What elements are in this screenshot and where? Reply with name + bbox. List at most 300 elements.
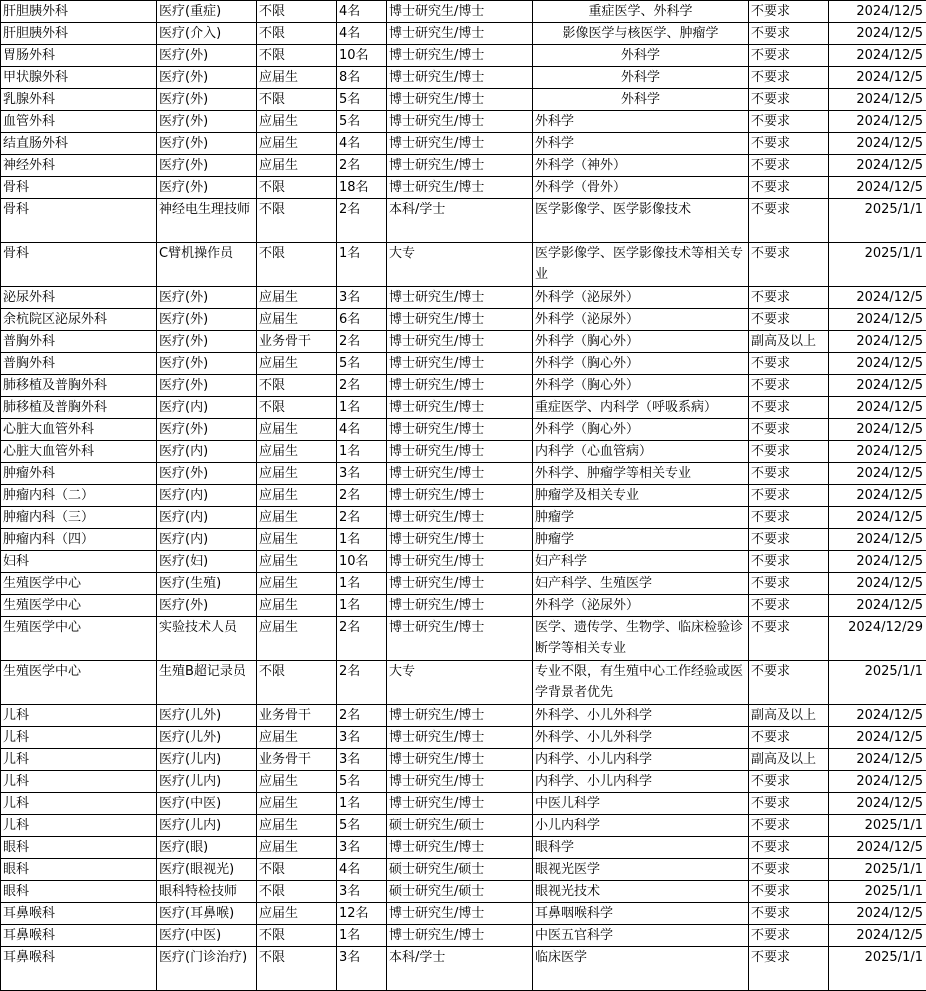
deadline-cell: 2024/12/5 — [829, 793, 926, 815]
table-row — [1, 353, 926, 375]
department-cell: 结直肠外科 — [1, 133, 157, 155]
degree-cell: 博士研究生/博士 — [387, 529, 533, 551]
title-requirement-cell: 不要求 — [749, 551, 829, 573]
title-requirement-cell: 不要求 — [749, 947, 829, 991]
deadline-cell: 2024/12/5 — [829, 727, 926, 749]
deadline-cell: 2024/12/29 — [829, 617, 926, 661]
degree-cell: 博士研究生/博士 — [387, 397, 533, 419]
headcount-cell: 5名 — [337, 353, 387, 375]
headcount-cell: 5名 — [337, 815, 387, 837]
deadline-cell: 2024/12/5 — [829, 89, 926, 111]
title-requirement-cell: 不要求 — [749, 771, 829, 793]
post-cell: 医疗(外) — [157, 353, 257, 375]
table-row — [1, 397, 926, 419]
degree-cell: 博士研究生/博士 — [387, 441, 533, 463]
title-requirement-cell: 不要求 — [749, 903, 829, 925]
headcount-cell: 2名 — [337, 617, 387, 661]
post-cell: 医疗(内) — [157, 397, 257, 419]
table-row — [1, 463, 926, 485]
major-cell: 外科学（骨外） — [533, 177, 749, 199]
major-cell: 妇产科学 — [533, 551, 749, 573]
degree-cell: 博士研究生/博士 — [387, 419, 533, 441]
major-cell: 内科学（心血管病） — [533, 441, 749, 463]
department-cell: 肿瘤内科（二） — [1, 485, 157, 507]
title-requirement-cell: 副高及以上 — [749, 749, 829, 771]
degree-cell: 博士研究生/博士 — [387, 551, 533, 573]
headcount-cell: 8名 — [337, 67, 387, 89]
major-cell: 肿瘤学 — [533, 529, 749, 551]
headcount-cell: 2名 — [337, 705, 387, 727]
department-cell: 生殖医学中心 — [1, 573, 157, 595]
deadline-cell: 2024/12/5 — [829, 837, 926, 859]
department-cell: 耳鼻喉科 — [1, 925, 157, 947]
department-cell: 生殖医学中心 — [1, 595, 157, 617]
headcount-cell: 12名 — [337, 903, 387, 925]
major-cell: 外科学、肿瘤学等相关专业 — [533, 463, 749, 485]
identity-cell: 应届生 — [257, 771, 337, 793]
post-cell: 医疗(内) — [157, 441, 257, 463]
identity-cell: 应届生 — [257, 441, 337, 463]
headcount-cell: 6名 — [337, 309, 387, 331]
degree-cell: 博士研究生/博士 — [387, 771, 533, 793]
degree-cell: 硕士研究生/硕士 — [387, 815, 533, 837]
department-cell: 儿科 — [1, 771, 157, 793]
title-requirement-cell: 不要求 — [749, 353, 829, 375]
headcount-cell: 2名 — [337, 331, 387, 353]
degree-cell: 博士研究生/博士 — [387, 507, 533, 529]
degree-cell: 博士研究生/博士 — [387, 837, 533, 859]
title-requirement-cell: 不要求 — [749, 815, 829, 837]
department-cell: 儿科 — [1, 727, 157, 749]
identity-cell: 应届生 — [257, 551, 337, 573]
identity-cell: 应届生 — [257, 419, 337, 441]
identity-cell: 应届生 — [257, 463, 337, 485]
identity-cell: 应届生 — [257, 793, 337, 815]
deadline-cell: 2024/12/5 — [829, 551, 926, 573]
degree-cell: 硕士研究生/硕士 — [387, 859, 533, 881]
headcount-cell: 1名 — [337, 793, 387, 815]
deadline-cell: 2024/12/5 — [829, 67, 926, 89]
department-cell: 耳鼻喉科 — [1, 947, 157, 991]
post-cell: 医疗(外) — [157, 155, 257, 177]
degree-cell: 博士研究生/博士 — [387, 177, 533, 199]
major-cell: 临床医学 — [533, 947, 749, 991]
department-cell: 心脏大血管外科 — [1, 441, 157, 463]
identity-cell: 不限 — [257, 45, 337, 67]
department-cell: 儿科 — [1, 705, 157, 727]
table-row — [1, 177, 926, 199]
headcount-cell: 4名 — [337, 1, 387, 23]
major-cell: 外科学（泌尿外） — [533, 287, 749, 309]
department-cell: 儿科 — [1, 793, 157, 815]
title-requirement-cell: 不要求 — [749, 133, 829, 155]
table-row — [1, 155, 926, 177]
degree-cell: 博士研究生/博士 — [387, 749, 533, 771]
identity-cell: 应届生 — [257, 727, 337, 749]
department-cell: 耳鼻喉科 — [1, 903, 157, 925]
deadline-cell: 2024/12/5 — [829, 529, 926, 551]
table-row — [1, 309, 926, 331]
headcount-cell: 4名 — [337, 133, 387, 155]
headcount-cell: 1名 — [337, 441, 387, 463]
deadline-cell: 2025/1/1 — [829, 947, 926, 991]
post-cell: 医疗(外) — [157, 133, 257, 155]
identity-cell: 不限 — [257, 375, 337, 397]
degree-cell: 博士研究生/博士 — [387, 463, 533, 485]
major-cell: 外科学（胸心外） — [533, 331, 749, 353]
identity-cell: 业务骨干 — [257, 705, 337, 727]
identity-cell: 不限 — [257, 925, 337, 947]
identity-cell: 应届生 — [257, 529, 337, 551]
department-cell: 泌尿外科 — [1, 287, 157, 309]
post-cell: 医疗(外) — [157, 89, 257, 111]
post-cell: 医疗(内) — [157, 529, 257, 551]
deadline-cell: 2024/12/5 — [829, 397, 926, 419]
department-cell: 神经外科 — [1, 155, 157, 177]
identity-cell: 不限 — [257, 23, 337, 45]
table-body — [1, 1, 926, 991]
department-cell: 肿瘤内科（三） — [1, 507, 157, 529]
degree-cell: 博士研究生/博士 — [387, 1, 533, 23]
identity-cell: 不限 — [257, 243, 337, 287]
identity-cell: 不限 — [257, 881, 337, 903]
department-cell: 肿瘤内科（四） — [1, 529, 157, 551]
degree-cell: 博士研究生/博士 — [387, 331, 533, 353]
headcount-cell: 5名 — [337, 111, 387, 133]
identity-cell: 应届生 — [257, 287, 337, 309]
post-cell: 医疗(外) — [157, 177, 257, 199]
headcount-cell: 10名 — [337, 45, 387, 67]
major-cell: 外科学（胸心外） — [533, 353, 749, 375]
deadline-cell: 2024/12/5 — [829, 353, 926, 375]
degree-cell: 博士研究生/博士 — [387, 155, 533, 177]
post-cell: 医疗(外) — [157, 331, 257, 353]
degree-cell: 博士研究生/博士 — [387, 617, 533, 661]
post-cell: 医疗(外) — [157, 463, 257, 485]
title-requirement-cell: 不要求 — [749, 573, 829, 595]
identity-cell: 应届生 — [257, 507, 337, 529]
identity-cell: 应届生 — [257, 67, 337, 89]
major-cell: 肿瘤学 — [533, 507, 749, 529]
major-cell: 重症医学、内科学（呼吸系病） — [533, 397, 749, 419]
title-requirement-cell: 不要求 — [749, 23, 829, 45]
post-cell: 医疗(外) — [157, 309, 257, 331]
deadline-cell: 2024/12/5 — [829, 749, 926, 771]
headcount-cell: 2名 — [337, 375, 387, 397]
identity-cell: 不限 — [257, 89, 337, 111]
title-requirement-cell: 不要求 — [749, 287, 829, 309]
department-cell: 肺移植及普胸外科 — [1, 397, 157, 419]
degree-cell: 博士研究生/博士 — [387, 309, 533, 331]
post-cell: 医疗(内) — [157, 507, 257, 529]
table-row — [1, 749, 926, 771]
major-cell: 内科学、小儿内科学 — [533, 749, 749, 771]
deadline-cell: 2024/12/5 — [829, 331, 926, 353]
headcount-cell: 18名 — [337, 177, 387, 199]
degree-cell: 博士研究生/博士 — [387, 727, 533, 749]
deadline-cell: 2025/1/1 — [829, 859, 926, 881]
post-cell: 医疗(儿内) — [157, 815, 257, 837]
headcount-cell: 2名 — [337, 485, 387, 507]
headcount-cell: 2名 — [337, 507, 387, 529]
post-cell: 医疗(外) — [157, 67, 257, 89]
title-requirement-cell: 不要求 — [749, 419, 829, 441]
deadline-cell: 2024/12/5 — [829, 903, 926, 925]
department-cell: 余杭院区泌尿外科 — [1, 309, 157, 331]
title-requirement-cell: 不要求 — [749, 837, 829, 859]
identity-cell: 应届生 — [257, 155, 337, 177]
degree-cell: 博士研究生/博士 — [387, 573, 533, 595]
degree-cell: 博士研究生/博士 — [387, 45, 533, 67]
degree-cell: 博士研究生/博士 — [387, 133, 533, 155]
degree-cell: 博士研究生/博士 — [387, 89, 533, 111]
identity-cell: 应届生 — [257, 133, 337, 155]
table-row — [1, 287, 926, 309]
deadline-cell: 2024/12/5 — [829, 111, 926, 133]
table-row — [1, 45, 926, 67]
degree-cell: 博士研究生/博士 — [387, 353, 533, 375]
degree-cell: 博士研究生/博士 — [387, 375, 533, 397]
post-cell: 医疗(眼视光) — [157, 859, 257, 881]
identity-cell: 业务骨干 — [257, 331, 337, 353]
major-cell: 眼视光医学 — [533, 859, 749, 881]
department-cell: 乳腺外科 — [1, 89, 157, 111]
department-cell: 儿科 — [1, 815, 157, 837]
deadline-cell: 2024/12/5 — [829, 419, 926, 441]
post-cell: 医疗(介入) — [157, 23, 257, 45]
title-requirement-cell: 不要求 — [749, 67, 829, 89]
headcount-cell: 1名 — [337, 243, 387, 287]
department-cell: 甲状腺外科 — [1, 67, 157, 89]
headcount-cell: 3名 — [337, 463, 387, 485]
post-cell: 医疗(外) — [157, 111, 257, 133]
title-requirement-cell: 不要求 — [749, 243, 829, 287]
major-cell: 眼视光技术 — [533, 881, 749, 903]
title-requirement-cell: 不要求 — [749, 617, 829, 661]
title-requirement-cell: 不要求 — [749, 45, 829, 67]
degree-cell: 博士研究生/博士 — [387, 903, 533, 925]
headcount-cell: 3名 — [337, 749, 387, 771]
department-cell: 肝胆胰外科 — [1, 23, 157, 45]
title-requirement-cell: 不要求 — [749, 485, 829, 507]
title-requirement-cell: 不要求 — [749, 375, 829, 397]
deadline-cell: 2024/12/5 — [829, 463, 926, 485]
title-requirement-cell: 副高及以上 — [749, 331, 829, 353]
degree-cell: 博士研究生/博士 — [387, 793, 533, 815]
post-cell: 医疗(眼) — [157, 837, 257, 859]
table-row — [1, 595, 926, 617]
major-cell: 外科学（神外） — [533, 155, 749, 177]
post-cell: 医疗(生殖) — [157, 573, 257, 595]
major-cell: 外科学（泌尿外） — [533, 595, 749, 617]
title-requirement-cell: 不要求 — [749, 661, 829, 705]
major-cell: 外科学、小儿外科学 — [533, 705, 749, 727]
deadline-cell: 2025/1/1 — [829, 243, 926, 287]
table-row — [1, 815, 926, 837]
headcount-cell: 3名 — [337, 837, 387, 859]
title-requirement-cell: 不要求 — [749, 397, 829, 419]
headcount-cell: 1名 — [337, 595, 387, 617]
major-cell: 医学影像学、医学影像技术等相关专业 — [533, 243, 749, 287]
table-row — [1, 705, 926, 727]
degree-cell: 博士研究生/博士 — [387, 485, 533, 507]
major-cell: 眼科学 — [533, 837, 749, 859]
table-row — [1, 793, 926, 815]
table-row — [1, 859, 926, 881]
major-cell: 妇产科学、生殖医学 — [533, 573, 749, 595]
department-cell: 妇科 — [1, 551, 157, 573]
department-cell: 肺移植及普胸外科 — [1, 375, 157, 397]
deadline-cell: 2025/1/1 — [829, 881, 926, 903]
department-cell: 肿瘤外科 — [1, 463, 157, 485]
identity-cell: 应届生 — [257, 815, 337, 837]
degree-cell: 博士研究生/博士 — [387, 287, 533, 309]
deadline-cell: 2024/12/5 — [829, 485, 926, 507]
major-cell: 外科学（胸心外） — [533, 419, 749, 441]
title-requirement-cell: 不要求 — [749, 727, 829, 749]
table-row — [1, 529, 926, 551]
deadline-cell: 2024/12/5 — [829, 595, 926, 617]
degree-cell: 本科/学士 — [387, 199, 533, 243]
degree-cell: 博士研究生/博士 — [387, 111, 533, 133]
department-cell: 眼科 — [1, 859, 157, 881]
headcount-cell: 2名 — [337, 199, 387, 243]
deadline-cell: 2024/12/5 — [829, 441, 926, 463]
post-cell: 医疗(外) — [157, 419, 257, 441]
department-cell: 普胸外科 — [1, 353, 157, 375]
identity-cell: 不限 — [257, 661, 337, 705]
table-row — [1, 507, 926, 529]
degree-cell: 博士研究生/博士 — [387, 67, 533, 89]
post-cell: 医疗(儿外) — [157, 705, 257, 727]
major-cell: 肿瘤学及相关专业 — [533, 485, 749, 507]
table-row — [1, 441, 926, 463]
major-cell: 外科学 — [533, 111, 749, 133]
deadline-cell: 2024/12/5 — [829, 287, 926, 309]
headcount-cell: 1名 — [337, 397, 387, 419]
deadline-cell: 2025/1/1 — [829, 815, 926, 837]
department-cell: 眼科 — [1, 837, 157, 859]
headcount-cell: 2名 — [337, 661, 387, 705]
table-row — [1, 1, 926, 23]
table-row — [1, 67, 926, 89]
table-row — [1, 111, 926, 133]
degree-cell: 博士研究生/博士 — [387, 23, 533, 45]
table-row — [1, 551, 926, 573]
identity-cell: 不限 — [257, 397, 337, 419]
post-cell: 医疗(内) — [157, 485, 257, 507]
major-cell: 外科学、小儿外科学 — [533, 727, 749, 749]
deadline-cell: 2024/12/5 — [829, 177, 926, 199]
degree-cell: 本科/学士 — [387, 947, 533, 991]
department-cell: 儿科 — [1, 749, 157, 771]
major-cell: 医学影像学、医学影像技术 — [533, 199, 749, 243]
table-row — [1, 133, 926, 155]
department-cell: 生殖医学中心 — [1, 661, 157, 705]
deadline-cell: 2024/12/5 — [829, 771, 926, 793]
major-cell: 中医儿科学 — [533, 793, 749, 815]
title-requirement-cell: 不要求 — [749, 507, 829, 529]
identity-cell: 不限 — [257, 1, 337, 23]
degree-cell: 大专 — [387, 243, 533, 287]
major-cell: 内科学、小儿内科学 — [533, 771, 749, 793]
table-row — [1, 375, 926, 397]
post-cell: 眼科特检技师 — [157, 881, 257, 903]
table-row — [1, 243, 926, 287]
department-cell: 生殖医学中心 — [1, 617, 157, 661]
title-requirement-cell: 不要求 — [749, 859, 829, 881]
post-cell: 医疗(外) — [157, 375, 257, 397]
post-cell: 医疗(重症) — [157, 1, 257, 23]
department-cell: 眼科 — [1, 881, 157, 903]
identity-cell: 应届生 — [257, 595, 337, 617]
post-cell: 医疗(儿内) — [157, 749, 257, 771]
headcount-cell: 2名 — [337, 155, 387, 177]
identity-cell: 应届生 — [257, 617, 337, 661]
identity-cell: 不限 — [257, 859, 337, 881]
identity-cell: 不限 — [257, 947, 337, 991]
post-cell: 医疗(儿外) — [157, 727, 257, 749]
major-cell: 外科学（泌尿外） — [533, 309, 749, 331]
deadline-cell: 2024/12/5 — [829, 925, 926, 947]
headcount-cell: 4名 — [337, 419, 387, 441]
deadline-cell: 2024/12/5 — [829, 133, 926, 155]
table-row — [1, 771, 926, 793]
headcount-cell: 5名 — [337, 771, 387, 793]
department-cell: 普胸外科 — [1, 331, 157, 353]
post-cell: 神经电生理技师 — [157, 199, 257, 243]
major-cell: 外科学 — [533, 67, 749, 89]
degree-cell: 博士研究生/博士 — [387, 925, 533, 947]
identity-cell: 应届生 — [257, 573, 337, 595]
title-requirement-cell: 不要求 — [749, 881, 829, 903]
deadline-cell: 2024/12/5 — [829, 309, 926, 331]
post-cell: 医疗(外) — [157, 595, 257, 617]
deadline-cell: 2024/12/5 — [829, 1, 926, 23]
deadline-cell: 2025/1/1 — [829, 661, 926, 705]
department-cell: 肝胆胰外科 — [1, 1, 157, 23]
major-cell: 影像医学与核医学、肿瘤学 — [533, 23, 749, 45]
table-row — [1, 837, 926, 859]
title-requirement-cell: 不要求 — [749, 111, 829, 133]
identity-cell: 业务骨干 — [257, 749, 337, 771]
major-cell: 中医五官科学 — [533, 925, 749, 947]
deadline-cell: 2024/12/5 — [829, 507, 926, 529]
table-row — [1, 617, 926, 661]
deadline-cell: 2025/1/1 — [829, 199, 926, 243]
post-cell: 医疗(儿内) — [157, 771, 257, 793]
major-cell: 外科学 — [533, 45, 749, 67]
degree-cell: 博士研究生/博士 — [387, 595, 533, 617]
title-requirement-cell: 不要求 — [749, 529, 829, 551]
table-row — [1, 881, 926, 903]
table-row — [1, 947, 926, 991]
major-cell: 小儿内科学 — [533, 815, 749, 837]
identity-cell: 应届生 — [257, 111, 337, 133]
table-row — [1, 727, 926, 749]
title-requirement-cell: 不要求 — [749, 155, 829, 177]
major-cell: 外科学 — [533, 133, 749, 155]
major-cell: 医学、遗传学、生物学、临床检验诊断学等相关专业 — [533, 617, 749, 661]
title-requirement-cell: 不要求 — [749, 177, 829, 199]
title-requirement-cell: 不要求 — [749, 89, 829, 111]
deadline-cell: 2024/12/5 — [829, 375, 926, 397]
table-row — [1, 199, 926, 243]
table-row — [1, 331, 926, 353]
identity-cell: 应届生 — [257, 309, 337, 331]
headcount-cell: 10名 — [337, 551, 387, 573]
headcount-cell: 4名 — [337, 859, 387, 881]
